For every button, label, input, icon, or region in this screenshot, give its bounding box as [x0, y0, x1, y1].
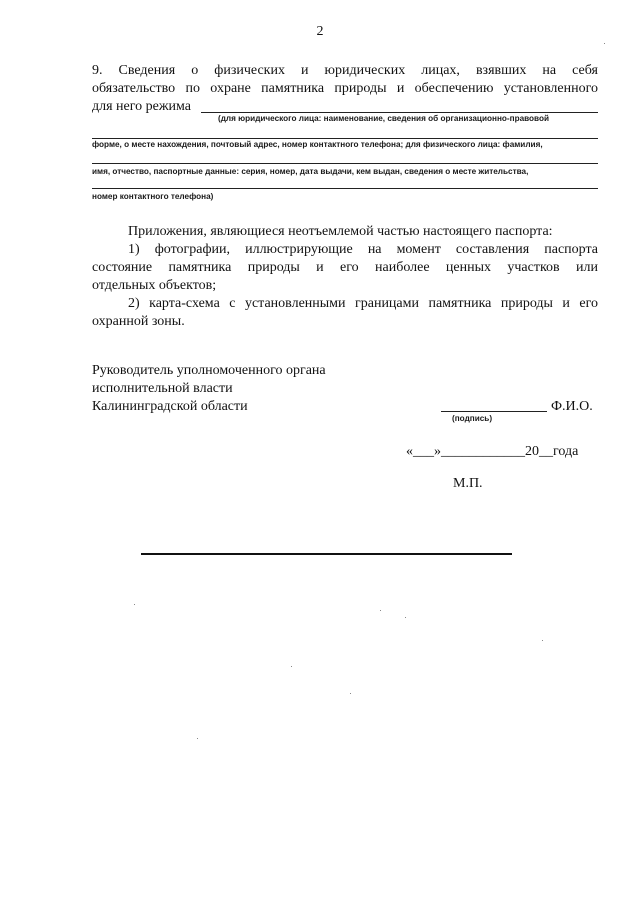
scan-speck — [197, 738, 198, 739]
hint-line4: номер контактного телефона) — [92, 192, 214, 201]
hint-line3: имя, отчество, паспортные данные: серия, номер, дата выдачи, кем выдан, сведения о месте жительства, — [92, 167, 529, 176]
section9-line1: 9. Сведения о физических и юридических лицах, взявших на себя — [92, 63, 598, 78]
fio-label: Ф.И.О. — [551, 399, 593, 414]
appendix1-line1: 1) фотографии, иллюстрирующие на момент составления паспорта — [128, 242, 598, 257]
appendix2-line2: охранной зоны. — [92, 314, 185, 329]
scan-speck — [291, 666, 292, 667]
section9-line2: обязательство по охране памятника природы и обеспечению установленного — [92, 81, 598, 96]
appendix1-line3: отдельных объектов; — [92, 278, 217, 293]
fill-line-4 — [92, 188, 598, 189]
appendix2-line1: 2) карта-схема с установленными границами памятника природы и его — [128, 296, 598, 311]
page-number: 2 — [316, 24, 324, 39]
scan-speck — [542, 640, 543, 641]
stamp-place: М.П. — [453, 476, 483, 491]
signature-hint: (подпись) — [452, 414, 493, 423]
section9-line3: для него режима — [92, 99, 192, 114]
hint-line2: форме, о месте нахождения, почтовый адрес, номер контактного телефона; для физического лица: фамилия, — [92, 140, 543, 149]
fill-line-2 — [92, 138, 598, 139]
hint-line1: (для юридического лица: наименование, сведения об организационно-правовой — [218, 114, 550, 123]
scan-speck — [405, 617, 406, 618]
signature-line — [441, 411, 547, 412]
date-line: «___»____________20__года — [406, 444, 579, 459]
scan-speck — [604, 43, 605, 44]
fill-line-1 — [201, 112, 598, 113]
scan-speck — [134, 604, 135, 605]
appendices-heading: Приложения, являющиеся неотъемлемой частью настоящего паспорта: — [128, 224, 553, 239]
appendix1-line2: состояние памятника природы и его наиболее ценных участков или — [92, 260, 598, 275]
signatory-line2: исполнительной власти — [92, 381, 233, 396]
signatory-line1: Руководитель уполномоченного органа — [92, 363, 326, 378]
bottom-divider — [141, 553, 512, 555]
fill-line-3 — [92, 163, 598, 164]
scan-speck — [380, 610, 381, 611]
signatory-line3: Калининградской области — [92, 399, 248, 414]
scan-speck — [350, 693, 351, 694]
